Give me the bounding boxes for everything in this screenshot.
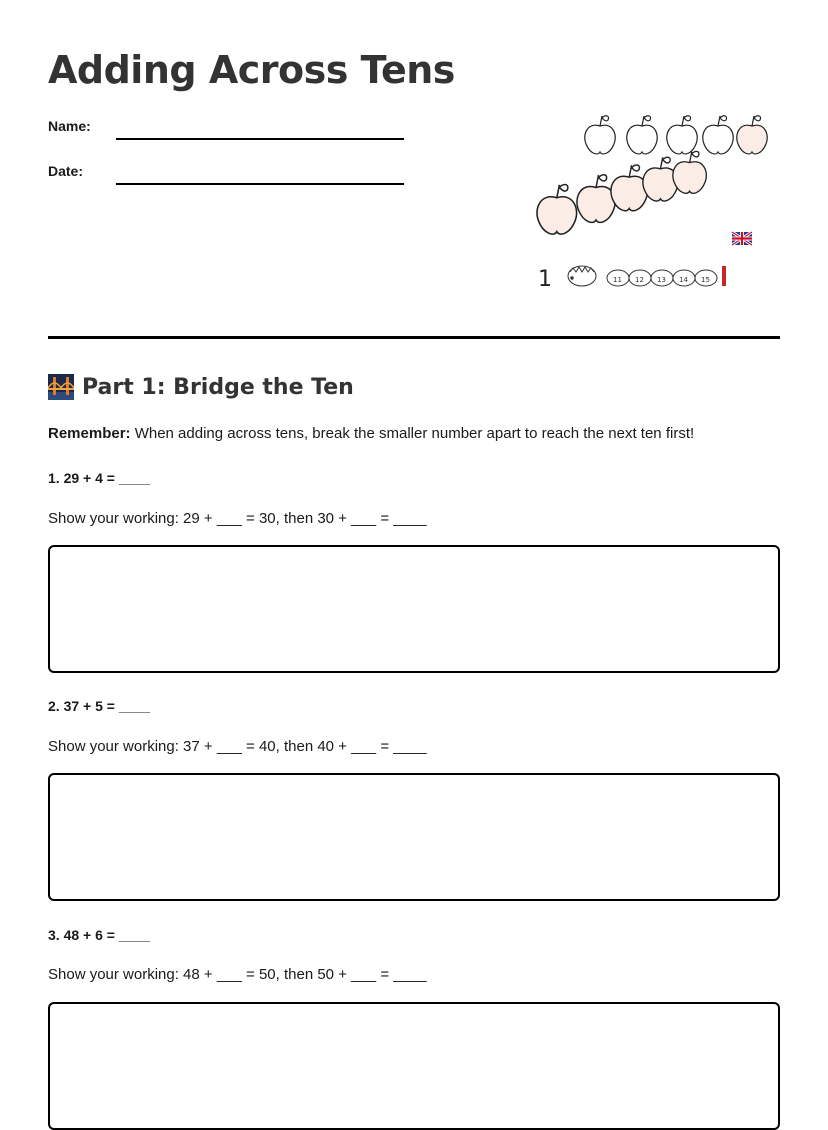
name-label: Name: bbox=[48, 118, 91, 134]
svg-text:15: 15 bbox=[701, 276, 710, 284]
header-divider bbox=[48, 336, 780, 339]
answer-box[interactable] bbox=[48, 773, 780, 901]
date-label: Date: bbox=[48, 163, 84, 179]
remember-text: When adding across tens, break the smaller number apart to reach the next ten first! bbox=[130, 425, 695, 442]
section-title: Part 1: Bridge the Ten bbox=[82, 374, 354, 400]
date-field[interactable] bbox=[116, 183, 404, 185]
apples-illustration bbox=[532, 108, 782, 298]
remember-label: Remember: bbox=[48, 425, 131, 442]
question-label: 3. 48 + 6 = ____ bbox=[48, 927, 150, 943]
apples-icon bbox=[537, 116, 767, 234]
svg-text:14: 14 bbox=[679, 276, 688, 284]
name-field[interactable] bbox=[116, 138, 404, 140]
uk-flag-icon bbox=[732, 232, 752, 245]
working-prompt: Show your working: 29 + ___ = 30, then 30 + ___ = ____ bbox=[48, 510, 427, 527]
section-header bbox=[48, 374, 354, 400]
hedgehog-row-icon bbox=[568, 266, 726, 286]
answer-box[interactable] bbox=[48, 545, 780, 673]
bridge-icon bbox=[48, 374, 74, 400]
question-label: 1. 29 + 4 = ____ bbox=[48, 470, 150, 486]
working-prompt: Show your working: 48 + ___ = 50, then 50 + ___ = ____ bbox=[48, 966, 427, 983]
remember-note bbox=[48, 425, 694, 442]
svg-text:11: 11 bbox=[613, 276, 622, 284]
working-prompt: Show your working: 37 + ___ = 40, then 40 + ___ = ____ bbox=[48, 738, 427, 755]
answer-box[interactable] bbox=[48, 1002, 780, 1130]
counter-number: 1 bbox=[538, 267, 552, 292]
svg-text:12: 12 bbox=[635, 276, 644, 284]
question-label: 2. 37 + 5 = ____ bbox=[48, 698, 150, 714]
svg-text:13: 13 bbox=[657, 276, 666, 284]
page-title: Adding Across Tens bbox=[48, 48, 455, 92]
